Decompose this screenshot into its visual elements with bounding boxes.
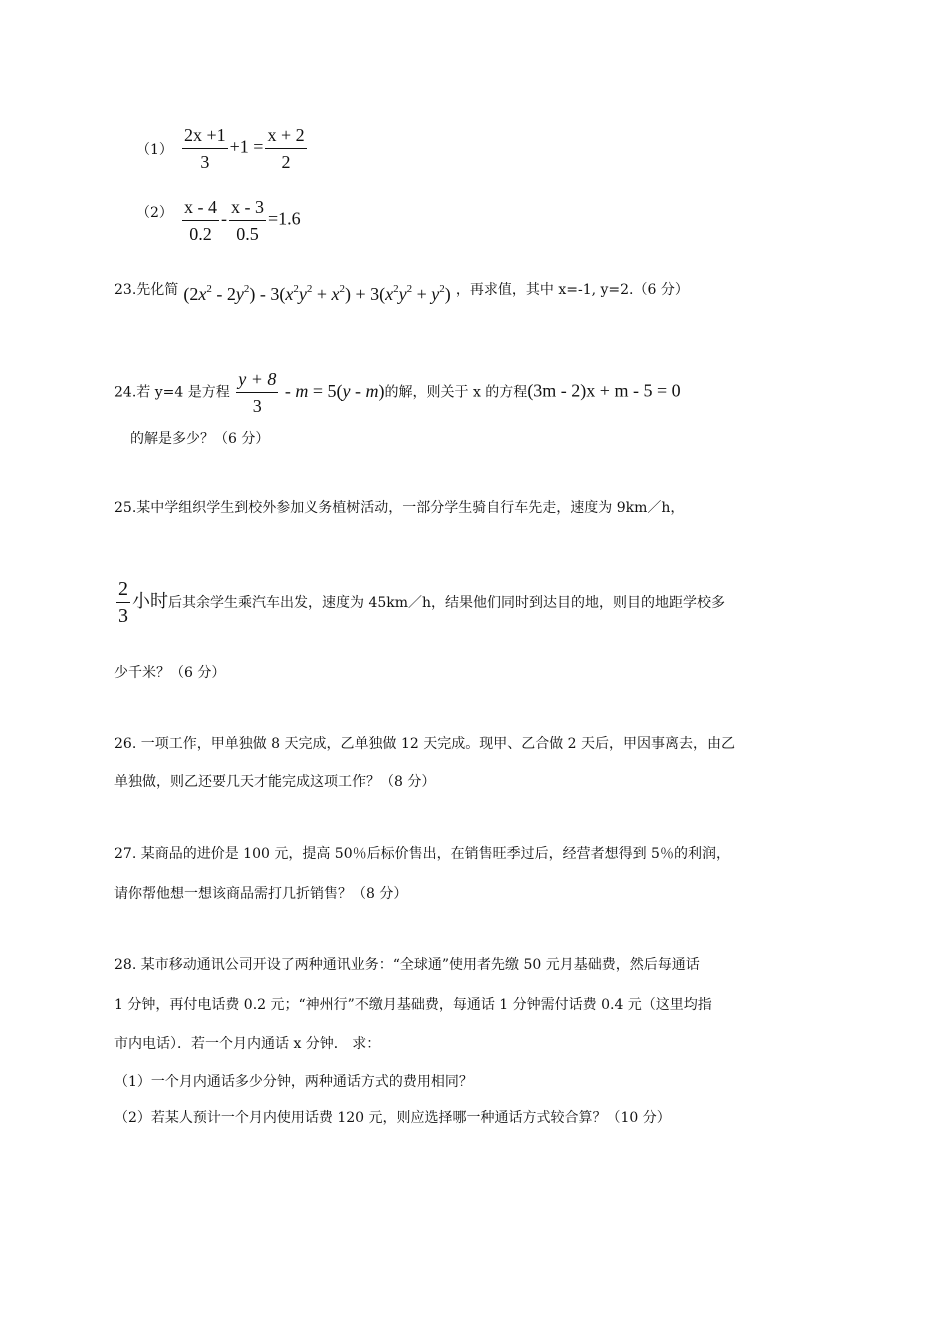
fraction-numerator: x - 3 [229, 196, 266, 221]
q25-fraction [114, 578, 132, 627]
fraction-numerator: 2x +1 [182, 124, 228, 149]
q23-prefix: 23.先化简 [114, 282, 179, 298]
q28-line2: 1 分钟，再付电话费 0.2 元；“神州行”不缴月基础费，每通话 1 分钟需付话费 0.4 元（这里均指 [114, 997, 712, 1013]
fraction-denominator: 3 [200, 152, 210, 172]
fraction-denominator: 0.2 [189, 224, 212, 244]
question-24 [114, 368, 681, 417]
q24-prefix: 24.若 y=4 是方程 [114, 384, 230, 401]
fraction-denominator: 3 [252, 396, 262, 416]
q25-unit: 小时 [132, 591, 168, 613]
q22-part2-label: （2） [136, 205, 173, 221]
equation-rhs: =1.6 [268, 208, 301, 229]
q25-line1: 25.某中学组织学生到校外参加义务植树活动，一部分学生骑自行车先走，速度为 9km／h， [114, 500, 685, 516]
q22-part1-label: （1） [136, 142, 173, 158]
fraction-numerator: x + 2 [265, 124, 306, 149]
fraction-denominator: 3 [118, 605, 128, 627]
q25-line2 [114, 578, 725, 627]
q28-sub2: （2）若某人预计一个月内使用话费 120 元，则应选择哪一种通话方式较合算？（10 分） [114, 1110, 671, 1126]
q24-equation: $\frac{y + 8}{3}$ - m = 5(y - m) [238, 369, 385, 416]
q25-line2-text: 后其余学生乘汽车出发，速度为 45km／h，结果他们同时到达目的地，则目的地距学校多 [168, 595, 726, 612]
q22-p1-fraction-right [265, 124, 306, 173]
q25-line3: 少千米？（6 分） [114, 665, 226, 681]
q28-line3: 市内电话）．若一个月内通话 x 分钟． 求： [114, 1036, 381, 1052]
q22-p1-fraction-left [182, 124, 228, 173]
q24-line2: 的解是多少？（6 分） [130, 431, 270, 447]
q26-line2: 单独做，则乙还要几天才能完成这项工作？（8 分） [114, 774, 436, 790]
q22-part1-equation [180, 124, 309, 173]
fraction-numerator: x - 4 [182, 196, 219, 221]
equation-operator: +1 = [229, 136, 264, 157]
q27-line1: 27. 某商品的进价是 100 元，提高 50％后标价售出，在销售旺季过后，经营者想得到 5％的利润， [114, 846, 730, 862]
fraction-denominator: 2 [281, 152, 291, 172]
q26-line1: 26. 一项工作，甲单独做 8 天完成，乙单独做 12 天完成。现甲、乙合做 2 天后，甲因事离去，由乙 [114, 736, 736, 752]
fraction-numerator: 2 [116, 578, 130, 603]
equation-operator: - [221, 208, 227, 229]
q22-p2-fraction-left [182, 196, 219, 245]
q28-line1: 28. 某市移动通讯公司开设了两种通讯业务：“全球通”使用者先缴 50 元月基础费，然后每通话 [114, 957, 700, 973]
q24-fraction [236, 368, 278, 417]
fraction-denominator: 0.5 [236, 224, 259, 244]
q24-mid-text: 的解，则关于 x 的方程 [384, 384, 528, 401]
q24-equation-2: (3m - 2)x + m - 5 = 0 [527, 380, 681, 401]
q27-line2: 请你帮他想一想该商品需打几折销售？（8 分） [114, 886, 408, 902]
q22-part2-equation [180, 196, 301, 245]
fraction-numerator: y + 8 [236, 368, 278, 393]
q28-sub1: （1）一个月内通话多少分钟，两种通话方式的费用相同？ [114, 1074, 473, 1090]
question-23 [114, 278, 689, 304]
q23-suffix: ，再求值，其中 x=-1, y=2.（6 分） [455, 282, 689, 298]
q22-p2-fraction-right [229, 196, 266, 245]
q23-expression: $(2x^2 - 2y^2) - 3(x^2y^2 + x^2) + 3(x^2y^2 + y^2)$ [183, 283, 451, 304]
